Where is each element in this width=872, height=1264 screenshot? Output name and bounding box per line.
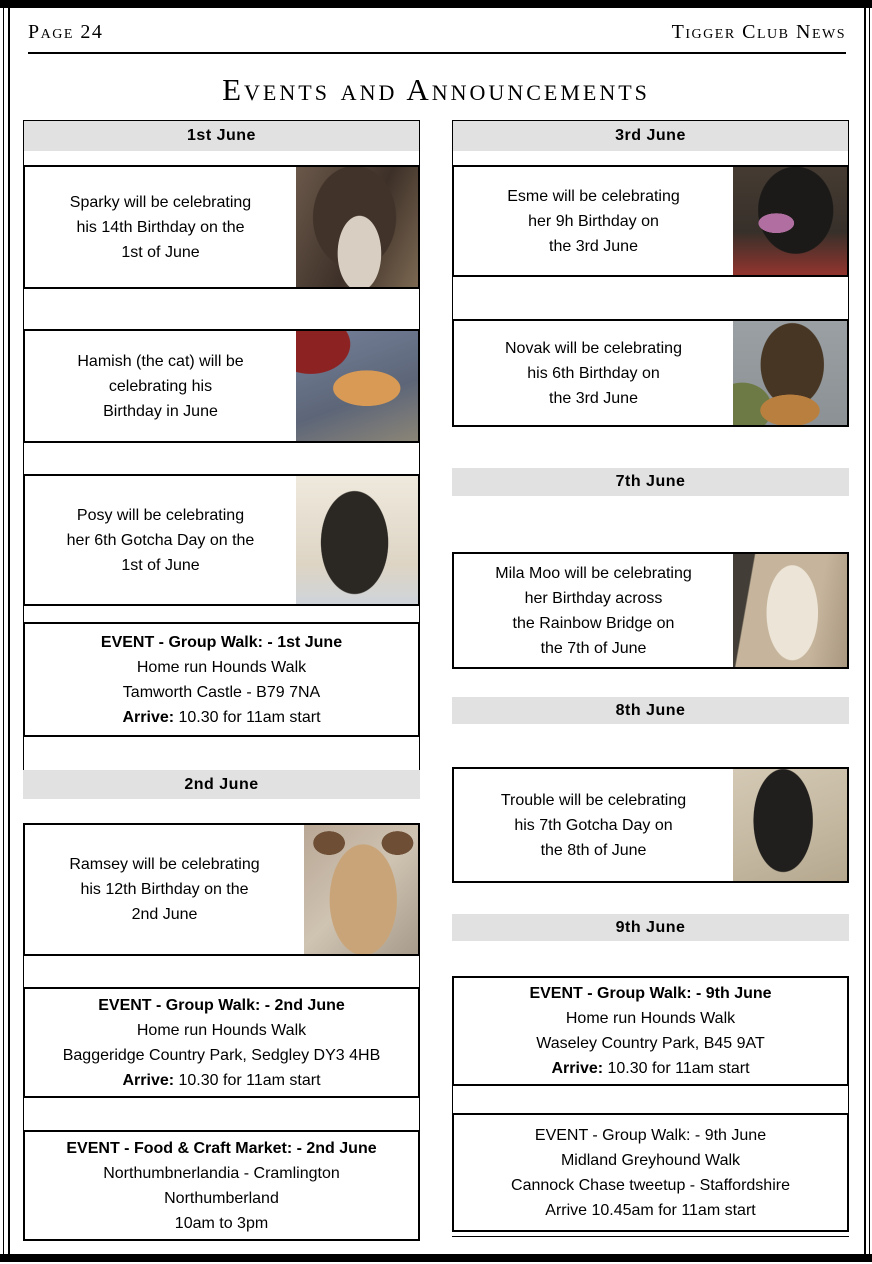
page-border-left-inner [8, 8, 10, 1254]
event-title: EVENT - Food & Craft Market: - 2nd June [66, 1139, 377, 1157]
page-border-left-outer [3, 0, 4, 1262]
announcement-line: Novak will be celebrating [505, 339, 682, 357]
esme-photo [733, 167, 847, 275]
arrive-label: Arrive: [551, 1060, 604, 1077]
column-spacer [23, 799, 420, 823]
event-line: Northumbnerlandia - Cramlington [103, 1164, 340, 1182]
novak-photo [733, 321, 847, 425]
column-spacer [452, 1086, 849, 1113]
masthead-divider [28, 52, 846, 54]
trouble-photo [733, 769, 847, 881]
event-line: Northumberland [164, 1189, 279, 1207]
event-line: Midland Greyhound Walk [560, 1151, 741, 1169]
section-header-2nd-june: 2nd June [23, 770, 420, 799]
announcement-line: 1st of June [121, 556, 200, 574]
masthead-title: Tigger Club News [671, 21, 846, 43]
event-text [25, 624, 418, 735]
column-spacer [452, 941, 849, 976]
hamish-photo [296, 331, 418, 441]
section-header-7th-june: 7th June [452, 468, 849, 496]
column-spacer [452, 883, 849, 914]
announcement-line: Mila Moo will be celebrating [495, 564, 692, 582]
event-line: Arrive 10.45am for 11am start [545, 1201, 756, 1219]
announcement-line: the 3rd June [549, 389, 638, 407]
announcement-line: the 7th of June [540, 639, 647, 657]
column-left [23, 120, 420, 1241]
announcement-box-trouble [452, 767, 849, 883]
event-title: EVENT - Group Walk: - 2nd June [98, 996, 345, 1014]
column-spacer [452, 277, 849, 319]
arrive-time: 10.30 for 11am start [174, 1071, 321, 1089]
column-spacer [23, 151, 420, 165]
announcement-text [25, 331, 296, 441]
event-title: EVENT - Group Walk: - 1st June [100, 633, 343, 651]
sparky-photo [296, 167, 418, 287]
column-spacer [23, 606, 420, 622]
page-border-top [0, 0, 872, 8]
announcement-line: Hamish (the cat) will be [77, 352, 244, 370]
announcement-line: his 12th Birthday on the [80, 881, 249, 898]
announcement-line: his 6th Birthday on [527, 364, 660, 382]
event-line: Home run Hounds Walk [565, 1010, 736, 1027]
page-border-bottom [0, 1254, 872, 1262]
page-border-right-inner [864, 8, 866, 1254]
arrive-time: 10.30 for 11am start [174, 708, 321, 726]
event-line: Home run Hounds Walk [136, 658, 307, 676]
arrive-time: 10.30 for 11am start [603, 1060, 750, 1077]
announcement-line: the 3rd June [549, 237, 638, 255]
event-line: 10am to 3pm [174, 1214, 269, 1232]
announcement-text [454, 769, 733, 881]
announcement-box-mila-moo [452, 552, 849, 669]
event-title: EVENT - Group Walk: - 9th June [529, 985, 772, 1002]
announcement-box-sparky [23, 165, 420, 289]
event-line [29, 705, 414, 730]
announcement-text [25, 825, 304, 954]
announcement-line: the Rainbow Bridge on [512, 614, 675, 632]
column-spacer [23, 956, 420, 987]
section-header-3rd-june: 3rd June [452, 120, 849, 151]
announcement-line: her 9h Birthday on [528, 212, 659, 230]
announcement-box-hamish [23, 329, 420, 443]
arrive-label: Arrive: [122, 1071, 175, 1089]
announcement-line: Sparky will be celebrating [69, 193, 252, 211]
column-right [452, 120, 849, 1237]
mila-moo-photo [733, 554, 847, 667]
announcement-text [25, 476, 296, 604]
announcement-line: his 7th Gotcha Day on [514, 816, 673, 834]
announcement-line: Trouble will be celebrating [500, 791, 687, 809]
event-line [29, 1068, 414, 1093]
announcement-box-esme [452, 165, 849, 277]
arrive-label: Arrive: [122, 708, 175, 726]
event-line: Tamworth Castle - B79 7NA [122, 683, 321, 701]
announcement-line: Ramsey will be celebrating [69, 856, 260, 873]
posy-photo [296, 476, 418, 604]
announcement-line: celebrating his [108, 377, 213, 395]
announcement-line: Posy will be celebrating [76, 506, 245, 524]
event-box-food-craft-market [23, 1130, 420, 1241]
event-text [454, 1115, 847, 1230]
section-header-8th-june: 8th June [452, 697, 849, 724]
page-border-right-outer [869, 0, 870, 1262]
column-spacer [23, 737, 420, 770]
column-spacer [452, 496, 849, 552]
event-line: EVENT - Group Walk: - 9th June [534, 1126, 767, 1144]
column-spacer [23, 1098, 420, 1130]
column-spacer [452, 669, 849, 697]
event-box-group-walk-9th-june [452, 976, 849, 1086]
event-box-group-walk-2nd-june [23, 987, 420, 1098]
column-spacer [452, 427, 849, 468]
announcement-box-ramsey [23, 823, 420, 956]
announcement-line: his 14th Birthday on the [76, 218, 245, 236]
announcement-text [454, 554, 733, 667]
event-text [25, 1132, 418, 1239]
announcement-box-novak [452, 319, 849, 427]
event-line: Cannock Chase tweetup - Staffordshire [511, 1176, 790, 1194]
event-box-underline [452, 1236, 849, 1237]
announcement-line: 2nd June [131, 906, 198, 923]
event-line [458, 1056, 843, 1081]
column-spacer [23, 289, 420, 329]
column-spacer [452, 151, 849, 165]
ramsey-photo [304, 825, 418, 954]
announcement-line: Birthday in June [103, 402, 218, 420]
announcement-line: Esme will be celebrating [507, 187, 680, 205]
announcement-line: her Birthday across [524, 589, 663, 607]
event-text [454, 978, 847, 1084]
event-box-midland-greyhound-walk [452, 1113, 849, 1232]
event-line: Baggeridge Country Park, Sedgley DY3 4HB [62, 1046, 381, 1064]
page-number: Page 24 [28, 21, 104, 43]
event-line: Waseley Country Park, B45 9AT [536, 1035, 765, 1052]
announcement-text [25, 167, 296, 287]
announcement-text [454, 167, 733, 275]
announcement-box-posy [23, 474, 420, 606]
event-box-group-walk-1st-june [23, 622, 420, 737]
section-header-9th-june: 9th June [452, 914, 849, 941]
event-text [25, 989, 418, 1096]
event-line: Home run Hounds Walk [136, 1021, 307, 1039]
announcement-line: her 6th Gotcha Day on the [66, 531, 255, 549]
announcement-text [454, 321, 733, 425]
section-header-1st-june: 1st June [23, 120, 420, 151]
column-spacer [23, 443, 420, 474]
announcement-line: the 8th of June [540, 841, 647, 859]
page-title: Events and Announcements [222, 72, 650, 107]
column-spacer [452, 724, 849, 767]
announcement-line: 1st of June [121, 243, 200, 261]
